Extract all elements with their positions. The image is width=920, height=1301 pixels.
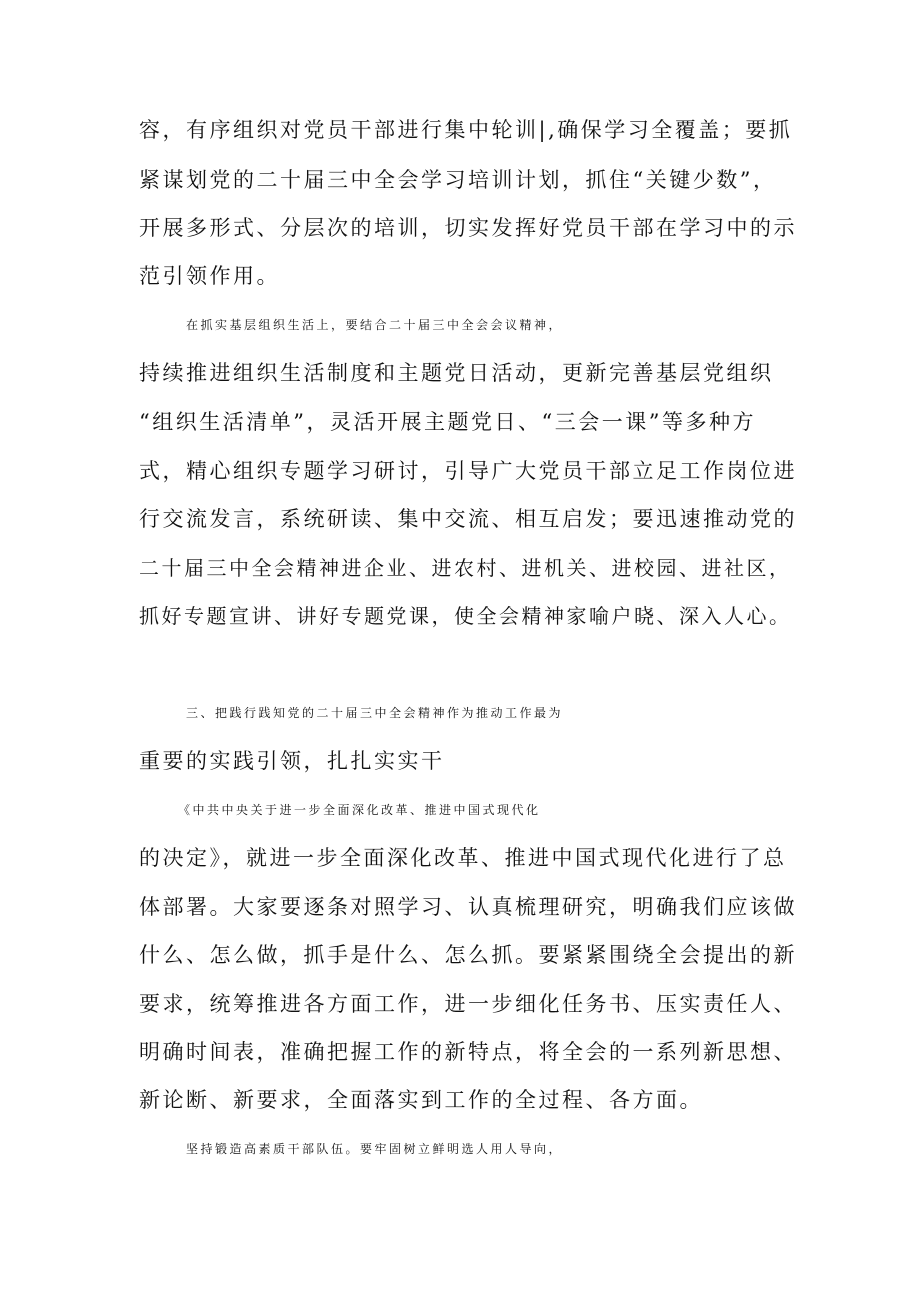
paragraph-2-line-7: 抓好专题宣讲、讲好专题党课，使全会精神家喻户晓、深入人心。 bbox=[139, 604, 792, 628]
paragraph-2-line-6: 二十届三中全会精神进企业、进农村、进机关、进校园、进社区， bbox=[139, 556, 792, 580]
paragraph-3-line-3: 体部署。大家要逐条对照学习、认真梳理研究，明确我们应该做 bbox=[139, 895, 797, 919]
paragraph-2-line-3: “组织生活清单”，灵活开展主题党日、“三会一课”等多种方 bbox=[139, 410, 756, 434]
paragraph-1-line-1: 容，有序组织对党员干部进行集中轮训|,确保学习全覆盖；要抓 bbox=[139, 118, 793, 142]
paragraph-1-line-3: 开展多形式、分层次的培训，切实发挥好党员干部在学习中的示 bbox=[139, 216, 797, 240]
paragraph-3-line-4: 什么、怎么做，抓手是什么、怎么抓。要紧紧围绕全会提出的新 bbox=[139, 943, 797, 967]
paragraph-3-line-7: 新论断、新要求，全面落实到工作的全过程、各方面。 bbox=[139, 1088, 703, 1112]
paragraph-3-line-6: 明确时间表，准确把握工作的新特点，将全会的一系列新思想、 bbox=[139, 1040, 797, 1064]
paragraph-2-line-2: 持续推进组织生活制度和主题党日活动，更新完善基层党组织 bbox=[139, 361, 774, 385]
paragraph-4-line-1: 坚持锻造高素质干部队伍。要牢固树立鲜明选人用人导向， bbox=[186, 1142, 564, 1156]
paragraph-2-line-1: 在抓实基层组织生活上，要结合二十届三中全会会议精神， bbox=[186, 318, 564, 332]
paragraph-2-line-5: 行交流发言，系统研读、集中交流、相互启发；要迅速推动党的 bbox=[139, 507, 797, 531]
section-heading-line-1: 三、把践行践知党的二十届三中全会精神作为推动工作最为 bbox=[186, 706, 564, 720]
section-heading-line-2: 重要的实践引领，扎扎实实干 bbox=[139, 749, 445, 773]
paragraph-3-line-2: 的决定》，就进一步全面深化改革、推进中国式现代化进行了总 bbox=[139, 846, 787, 870]
paragraph-2-line-4: 式，精心组织专题学习研讨，引导广大党员干部立足工作岗位进 bbox=[139, 459, 797, 483]
paragraph-1-line-2: 紧谋划党的二十届三中全会学习培训计划，抓住“关键少数”， bbox=[139, 168, 777, 192]
paragraph-3-line-1: 《中共中央关于进一步全面深化改革、推进中国式现代化 bbox=[178, 803, 541, 817]
paragraph-1-line-4: 范引领作用。 bbox=[139, 264, 280, 288]
paragraph-3-line-5: 要求，统筹推进各方面工作，进一步细化任务书、压实责任人、 bbox=[139, 992, 797, 1016]
